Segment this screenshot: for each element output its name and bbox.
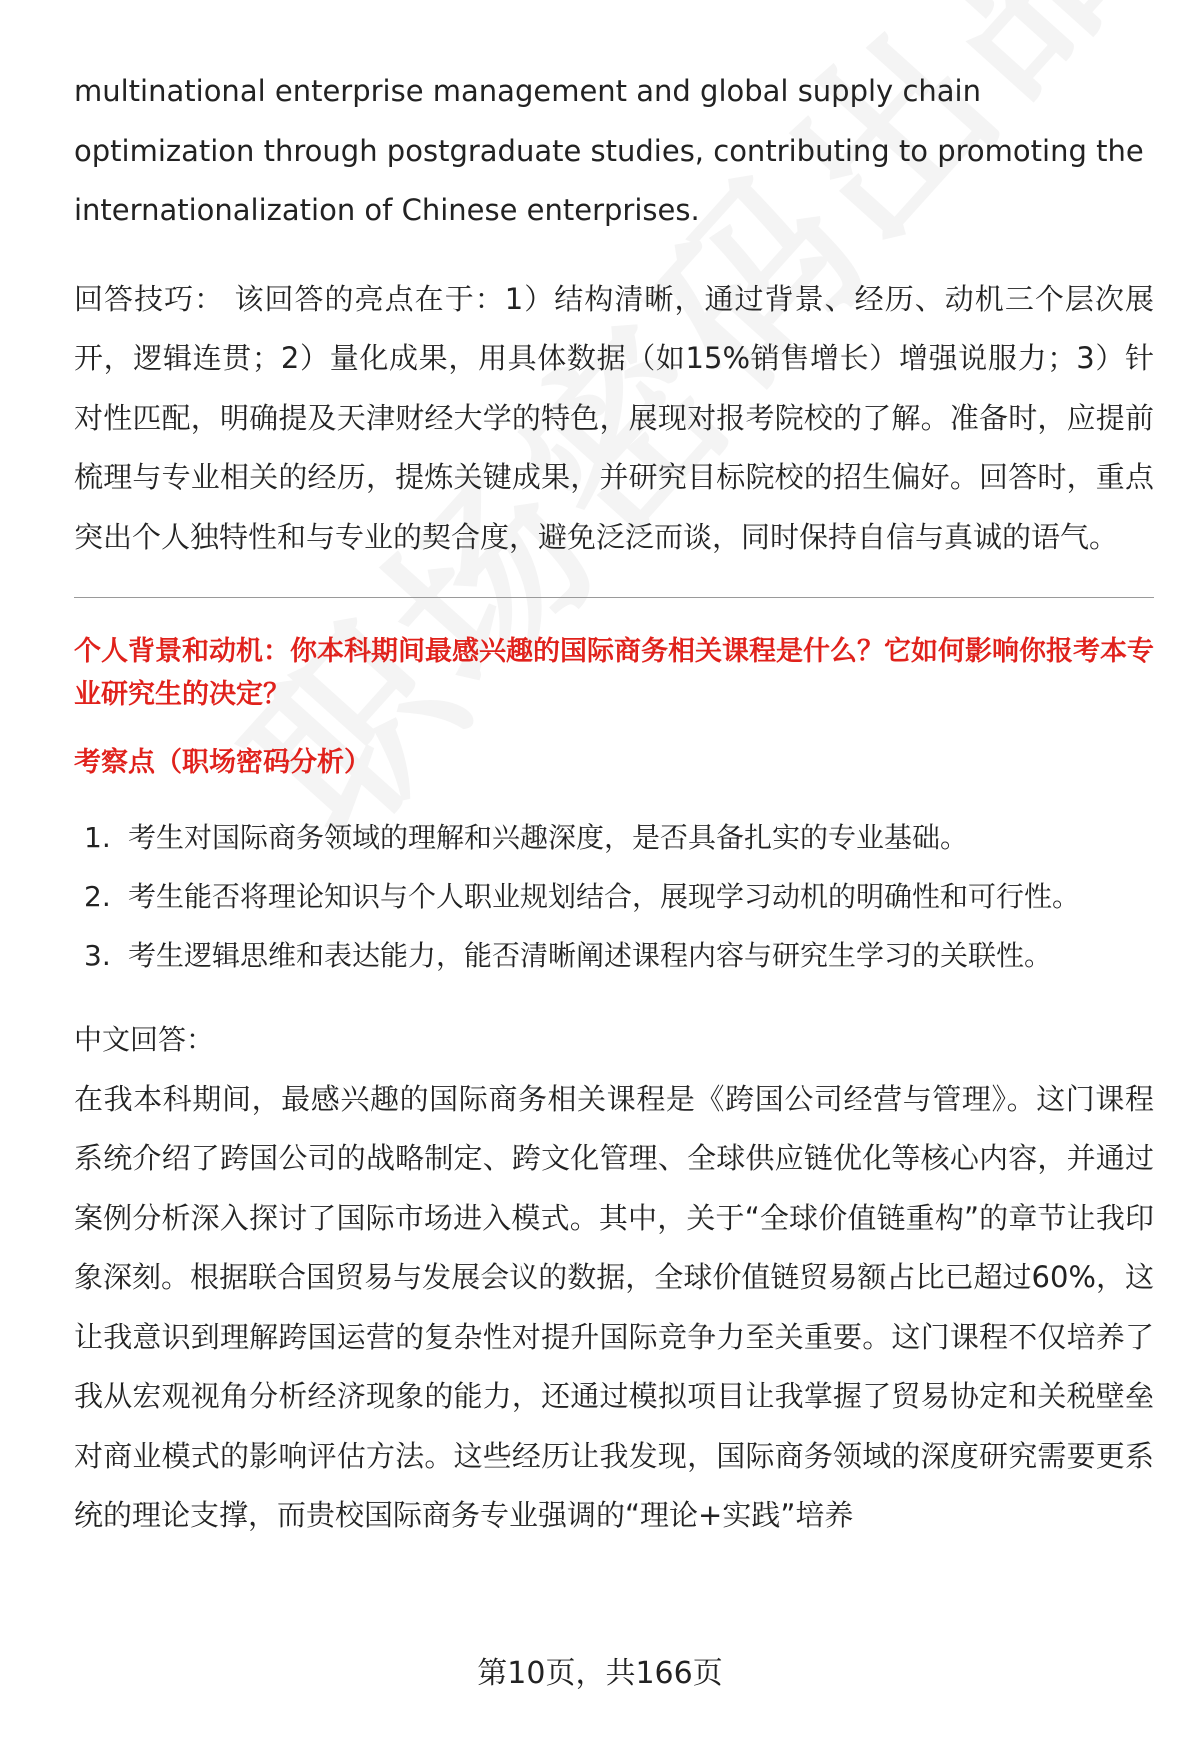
list-item-text: 考生逻辑思维和表达能力，能否清晰阐述课程内容与研究生学习的关联性。 bbox=[128, 939, 1053, 972]
list-item bbox=[74, 808, 1154, 867]
tip-text: 该回答的亮点在于：1）结构清晰，通过背景、经历、动机三个层次展开，逻辑连贯；2）量化成果，用具体数据（如15%销售增长）增强说服力；3）针对性匹配，明确提及天津财经大学的特色，展现对报考院校的了解。准备时，应提前梳理与专业相关的经历，提炼关键成果，并研究目标院校的招生偏好。回答时，重点突出个人独特性和与专业的契合度，避免泛泛而谈，同时保持自信与真诚的语气。 bbox=[74, 281, 1154, 554]
assessment-title: 考察点（职场密码分析） bbox=[74, 747, 371, 778]
list-item bbox=[74, 867, 1154, 926]
list-item-number: 3. bbox=[84, 939, 111, 972]
list-item-number: 1. bbox=[84, 821, 111, 854]
answer-label: 中文回答： bbox=[74, 1023, 215, 1056]
page-number: 第10页，共166页 bbox=[477, 1656, 723, 1691]
tip-label: 回答技巧： bbox=[74, 281, 225, 316]
document-body bbox=[74, 62, 1154, 1546]
list-item-text: 考生对国际商务领域的理解和兴趣深度，是否具备扎实的专业基础。 bbox=[128, 821, 969, 854]
intro-paragraph: multinational enterprise management and global supply chain optimization through postgraduate studies, contributing to promoting the internationalization of Chinese enterprises. bbox=[74, 74, 1144, 227]
list-item bbox=[74, 926, 1154, 985]
answer-tip bbox=[74, 270, 1154, 568]
section-divider bbox=[74, 597, 1154, 598]
list-item-text: 考生能否将理论知识与个人职业规划结合，展现学习动机的明确性和可行性。 bbox=[128, 880, 1081, 913]
list-item-number: 2. bbox=[84, 880, 111, 913]
answer-paragraph: 在我本科期间，最感兴趣的国际商务相关课程是《跨国公司经营与管理》。这门课程系统介绍了跨国公司的战略制定、跨文化管理、全球供应链优化等核心内容，并通过案例分析深入探讨了国际市场进入模式。其中，关于“全球价值链重构”的章节让我印象深刻。根据联合国贸易与发展会议的数据，全球价值链贸易额占比已超过60%，这让我意识到理解跨国运营的复杂性对提升国际竞争力至关重要。这门课程不仅培养了我从宏观视角分析经济现象的能力，还通过模拟项目让我掌握了贸易协定和关税壁垒对商业模式的影响评估方法。这些经历让我发现，国际商务领域的深度研究需要更系统的理论支撑，而贵校国际商务专业强调的“理论+实践”培养 bbox=[74, 1081, 1154, 1532]
question-heading: 个人背景和动机：你本科期间最感兴趣的国际商务相关课程是什么？它如何影响你报考本专业研究生的决定？ bbox=[74, 636, 1154, 710]
assessment-list bbox=[74, 808, 1154, 985]
